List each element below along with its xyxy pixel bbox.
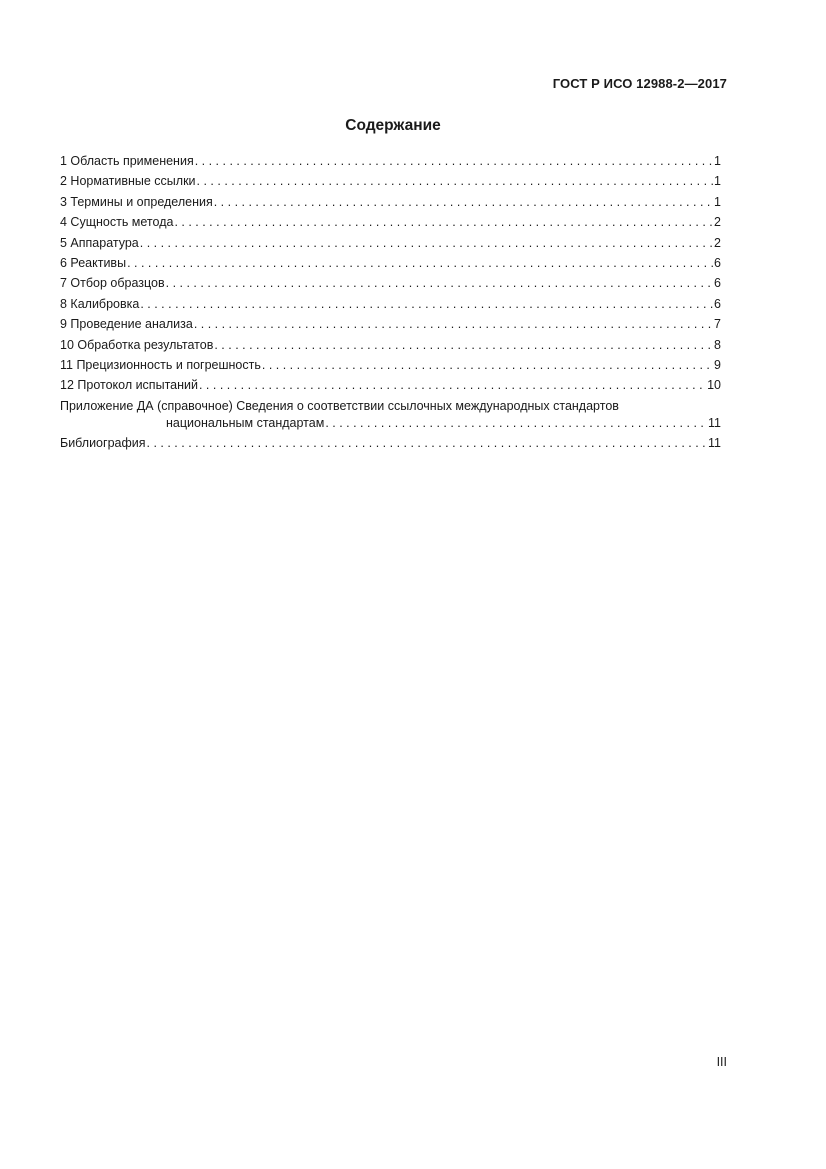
toc-entry-label: 9 Проведение анализа — [60, 317, 193, 332]
toc-entry-label: 2 Нормативные ссылки — [60, 174, 196, 189]
toc-entry-annex-continuation: национальным стандартам — [166, 415, 325, 430]
toc-entry-sampling[interactable] — [60, 273, 721, 293]
dot-leader — [174, 212, 713, 232]
toc-entry-label: 12 Протокол испытаний — [60, 378, 198, 393]
dot-leader — [195, 151, 713, 171]
dot-leader — [127, 253, 713, 273]
toc-entry-page: 1 — [714, 194, 721, 209]
toc-entry-label: 3 Термины и определения — [60, 194, 213, 209]
toc-entry-apparatus[interactable] — [60, 233, 721, 253]
toc-entry-scope[interactable] — [60, 151, 721, 171]
toc-entry-annex[interactable] — [60, 398, 721, 432]
dot-leader — [214, 192, 713, 212]
dot-leader — [140, 294, 713, 314]
toc-entry-calibration[interactable] — [60, 294, 721, 314]
dot-leader — [140, 233, 713, 253]
dot-leader — [147, 433, 708, 453]
toc-entry-page: 7 — [714, 317, 721, 332]
toc-entry-page: 6 — [714, 296, 721, 311]
document-header-id: ГОСТ Р ИСО 12988-2—2017 — [552, 76, 727, 91]
toc-entry-page: 6 — [714, 255, 721, 270]
dot-leader — [325, 415, 707, 432]
toc-entry-reagents[interactable] — [60, 253, 721, 273]
toc-entry-page: 6 — [714, 276, 721, 291]
toc-entry-label: 7 Отбор образцов — [60, 276, 165, 291]
toc-entry-label: 11 Прецизионность и погрешность — [60, 357, 261, 372]
toc-entry-page: 8 — [714, 337, 721, 352]
toc-entry-normative-references[interactable] — [60, 171, 721, 191]
toc-entry-terms[interactable] — [60, 192, 721, 212]
toc-entry-page: 10 — [707, 378, 721, 393]
toc-entry-label: 10 Обработка результатов — [60, 337, 214, 352]
toc-entry-bibliography[interactable] — [60, 433, 721, 453]
table-of-contents — [60, 151, 721, 453]
dot-leader — [262, 355, 713, 375]
toc-entry-page: 11 — [708, 435, 721, 450]
toc-entry-method[interactable] — [60, 212, 721, 232]
toc-entry-results[interactable] — [60, 335, 721, 355]
toc-entry-page: 11 — [708, 415, 721, 430]
dot-leader — [166, 273, 713, 293]
toc-entry-annex-title: Приложение ДА (справочное) Сведения о соответствии ссылочных международных стандартов — [60, 398, 619, 413]
page-number: III — [716, 1055, 727, 1069]
dot-leader — [214, 335, 713, 355]
toc-entry-page: 9 — [714, 357, 721, 372]
toc-entry-test-report[interactable] — [60, 375, 721, 395]
toc-entry-label: 1 Область применения — [60, 154, 194, 168]
dot-leader — [194, 314, 713, 334]
toc-entry-label: 8 Калибровка — [60, 296, 140, 311]
page-title: Содержание — [345, 117, 441, 134]
toc-entry-page: 2 — [714, 235, 721, 250]
toc-entry-label: 5 Аппаратура — [60, 235, 139, 250]
toc-entry-page: 1 — [714, 154, 721, 168]
toc-entry-label: 6 Реактивы — [60, 255, 127, 270]
toc-entry-precision[interactable] — [60, 355, 721, 375]
dot-leader — [199, 375, 706, 395]
toc-entry-page: 2 — [714, 215, 721, 230]
toc-entry-label: 4 Сущность метода — [60, 215, 174, 230]
toc-entry-page: 1 — [714, 174, 721, 189]
toc-entry-label: Библиография — [60, 435, 146, 450]
toc-entry-procedure[interactable] — [60, 314, 721, 334]
dot-leader — [197, 171, 714, 191]
